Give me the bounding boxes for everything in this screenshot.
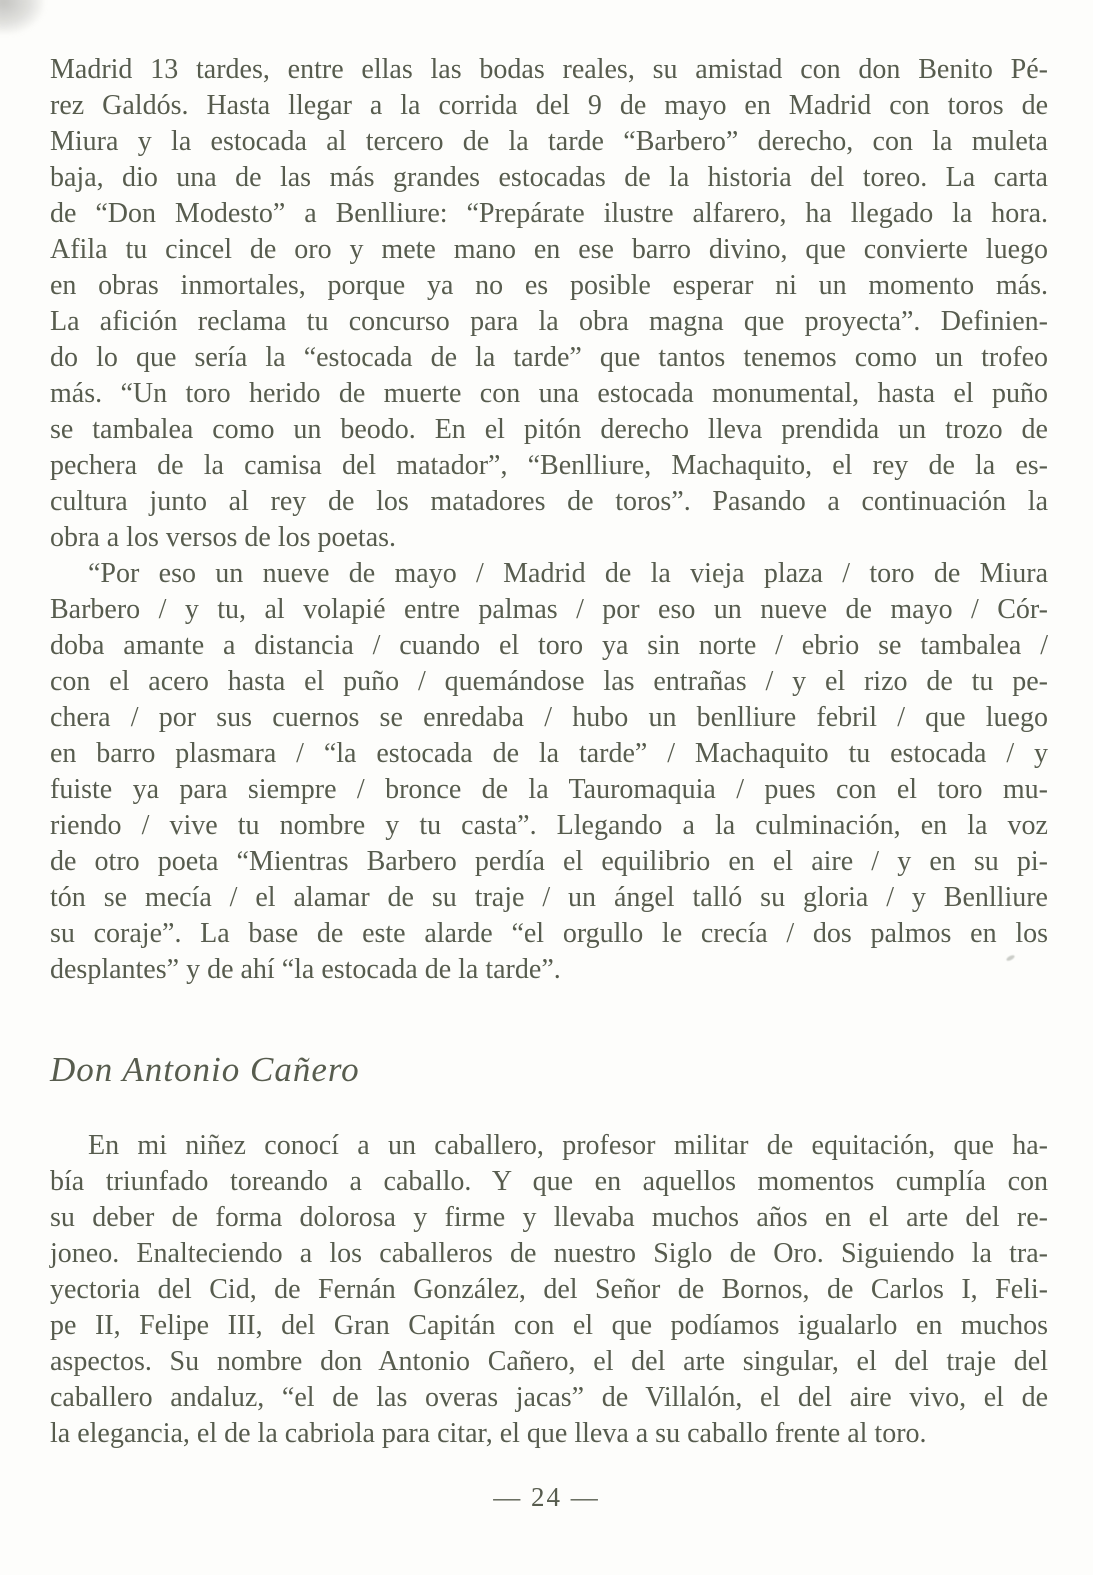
text-line: desplantes” y de ahí “la estocada de la tarde”. [50,954,561,985]
text-line: fuiste ya para siempre / bronce de la Tauromaquia / pues con el toro mu- [50,774,1048,805]
paragraph-benlliure [50,52,1048,556]
text-line: Afila tu cincel de oro y mete mano en ese barro divino, que convierte luego [50,234,1048,265]
paragraph-canero [50,1128,1048,1452]
text-line: con el acero hasta el puño / quemándose las entrañas / y el rizo de tu pe- [50,666,1048,697]
text-line: más. “Un toro herido de muerte con una estocada monumental, hasta el puño [50,378,1048,409]
text-line: de otro poeta “Mientras Barbero perdía el equilibrio en el aire / y en su pi- [50,846,1048,877]
text-line: rez Galdós. Hasta llegar a la corrida del 9 de mayo en Madrid con toros de [50,90,1048,121]
text-line: Barbero / y tu, al volapié entre palmas / por eso un nueve de mayo / Cór- [50,594,1048,625]
text-line: Madrid 13 tardes, entre ellas las bodas reales, su amistad con don Benito Pé- [50,54,1048,85]
text-line: Miura y la estocada al tercero de la tarde “Barbero” derecho, con la muleta [50,126,1048,157]
text-line: en obras inmortales, porque ya no es posible esperar ni un momento más. [50,270,1048,301]
paragraph-poem [50,556,1048,988]
text-line: de “Don Modesto” a Benlliure: “Prepárate ilustre alfarero, ha llegado la hora. [50,198,1048,229]
text-line: do lo que sería la “estocada de la tarde” que tantos tenemos como un trofeo [50,342,1048,373]
text-line: bía triunfado toreando a caballo. Y que en aquellos momentos cumplía con [50,1166,1048,1197]
text-line: tón se mecía / el alamar de su traje / un ángel talló su gloria / y Benlliure [50,882,1048,913]
text-line: aspectos. Su nombre don Antonio Cañero, el del arte singular, el del traje del [50,1346,1048,1377]
text-line: su coraje”. La base de este alarde “el orgullo le crecía / dos palmos en los [50,918,1048,949]
section-heading: Don Antonio Cañero [50,1050,360,1089]
text-line: joneo. Enalteciendo a los caballeros de nuestro Siglo de Oro. Siguiendo la tra- [50,1238,1048,1269]
text-line: pechera de la camisa del matador”, “Benlliure, Machaquito, el rey de la es- [50,450,1048,481]
text-line: chera / por sus cuernos se enredaba / hubo un benlliure febril / que luego [50,702,1048,733]
text-line: En mi niñez conocí a un caballero, profesor militar de equitación, que ha- [88,1130,1048,1161]
text-line: baja, dio una de las más grandes estocadas de la historia del toreo. La carta [50,162,1048,193]
text-line: su deber de forma dolorosa y firme y llevaba muchos años en el arte del re- [50,1202,1048,1233]
text-line: cultura junto al rey de los matadores de toros”. Pasando a continuación la [50,486,1048,517]
text-line: “Por eso un nueve de mayo / Madrid de la vieja plaza / toro de Miura [88,558,1048,589]
text-line: la elegancia, el de la cabriola para citar, el que lleva a su caballo frente al toro. [50,1418,927,1449]
text-line: caballero andaluz, “el de las overas jacas” de Villalón, el del aire vivo, el de [50,1382,1048,1413]
text-line: La afición reclama tu concurso para la obra magna que proyecta”. Definien- [50,306,1048,337]
text-line: en barro plasmara / “la estocada de la tarde” / Machaquito tu estocada / y [50,738,1048,769]
text-line: riendo / vive tu nombre y tu casta”. Llegando a la culminación, en la voz [50,810,1048,841]
scan-artifact-corner [0,0,44,34]
text-line: pe II, Felipe III, del Gran Capitán con el que podíamos igualarlo en muchos [50,1310,1048,1341]
page-number: — 24 — [493,1482,600,1512]
text-line: se tambalea como un beodo. En el pitón derecho lleva prendida un trozo de [50,414,1048,445]
text-line: doba amante a distancia / cuando el toro ya sin norte / ebrio se tambalea / [50,630,1048,661]
text-line: yectoria del Cid, de Fernán González, del Señor de Bornos, de Carlos I, Feli- [50,1274,1048,1305]
text-line: obra a los versos de los poetas. [50,522,397,553]
page-body [50,52,1048,1452]
